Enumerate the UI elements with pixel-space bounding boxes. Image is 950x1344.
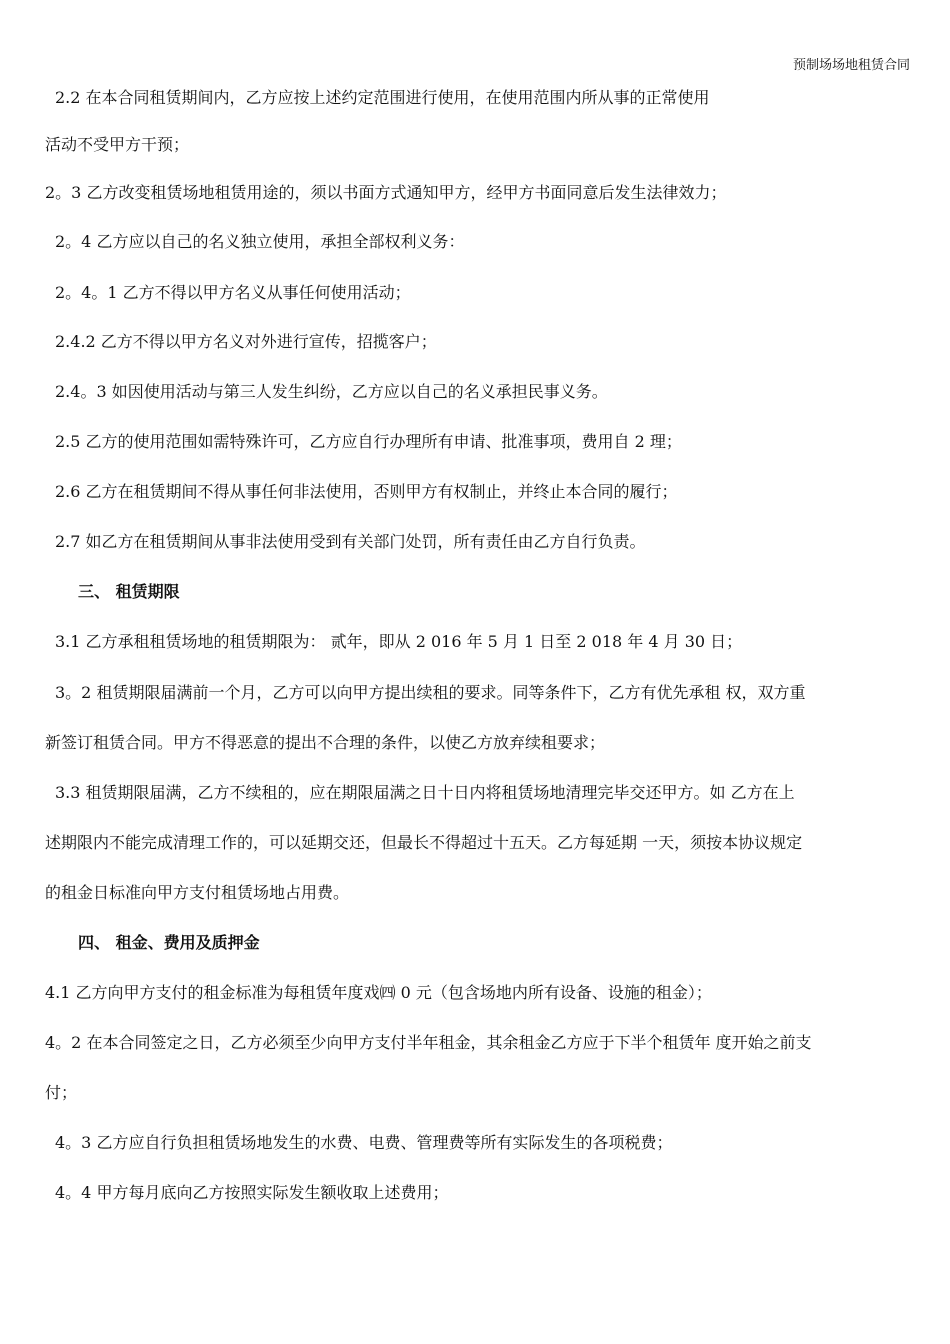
- clause-2-6: 2.6 乙方在租赁期间不得从事任何非法使用，否则甲方有权制止，并终止本合同的履行；: [55, 482, 678, 501]
- clause-3-2-line-1: 3。2 租赁期限届满前一个月，乙方可以向甲方提出续租的要求。同等条件下，乙方有优先承租 权，双方重: [55, 683, 806, 702]
- clause-3-2-line-2: 新签订租赁合同。甲方不得恶意的提出不合理的条件，以使乙方放弃续租要求；: [45, 733, 606, 752]
- section-4-heading: 四、 租金、费用及质押金: [78, 933, 260, 952]
- clause-4-2-line-2: 付；: [45, 1083, 78, 1102]
- clause-2-4-3: 2.4。3 如因使用活动与第三人发生纠纷，乙方应以自己的名义承担民事义务。: [55, 382, 608, 401]
- clause-2-2-line-1: 2.2 在本合同租赁期间内，乙方应按上述约定范围进行使用，在使用范围内所从事的正常使用: [55, 88, 710, 107]
- clause-3-3-line-3: 的租金日标准向甲方支付租赁场地占用费。: [45, 883, 350, 902]
- clause-2-3: 2。3 乙方改变租赁场地租赁用途的，须以书面方式通知甲方，经甲方书面同意后发生法律效力；: [45, 183, 727, 202]
- clause-2-2-line-2: 活动不受甲方干预；: [45, 135, 190, 154]
- document-header: 预制场场地租赁合同: [792, 58, 910, 73]
- clause-3-3-line-2: 述期限内不能完成清理工作的，可以延期交还，但最长不得超过十五天。乙方每延期 一天，须按本协议规定: [45, 833, 803, 852]
- clause-2-5: 2.5 乙方的使用范围如需特殊许可，乙方应自行办理所有申请、批准事项，费用自 2 理；: [55, 432, 682, 451]
- clause-3-3-line-1: 3.3 租赁期限届满，乙方不续租的，应在期限届满之日十日内将租赁场地清理完毕交还甲方。如 乙方在上: [55, 783, 795, 802]
- clause-4-2-line-1: 4。2 在本合同签定之日，乙方必须至少向甲方支付半年租金，其余租金乙方应于下半个租赁年 度开始之前支: [45, 1033, 812, 1052]
- section-3-heading: 三、 租赁期限: [78, 582, 180, 601]
- clause-4-1: 4.1 乙方向甲方支付的租金标准为每租赁年度戏㈣ 0 元（包含场地内所有设备、设施的租金）；: [45, 983, 712, 1002]
- clause-2-7: 2.7 如乙方在租赁期间从事非法使用受到有关部门处罚，所有责任由乙方自行负责。: [55, 532, 646, 551]
- clause-2-4-1: 2。4。1 乙方不得以甲方名义从事任何使用活动；: [55, 283, 411, 302]
- clause-2-4-2: 2.4.2 乙方不得以甲方名义对外进行宣传，招揽客户；: [55, 332, 437, 351]
- clause-4-4: 4。4 甲方每月底向乙方按照实际发生额收取上述费用；: [55, 1183, 449, 1202]
- clause-4-3: 4。3 乙方应自行负担租赁场地发生的水费、电费、管理费等所有实际发生的各项税费；: [55, 1133, 673, 1152]
- clause-3-1: 3.1 乙方承租租赁场地的租赁期限为： 贰年，即从 2 016 年 5 月 1 日至 2 018 年 4 月 30 日；: [55, 632, 743, 651]
- clause-2-4: 2。4 乙方应以自己的名义独立使用，承担全部权利义务：: [55, 232, 465, 251]
